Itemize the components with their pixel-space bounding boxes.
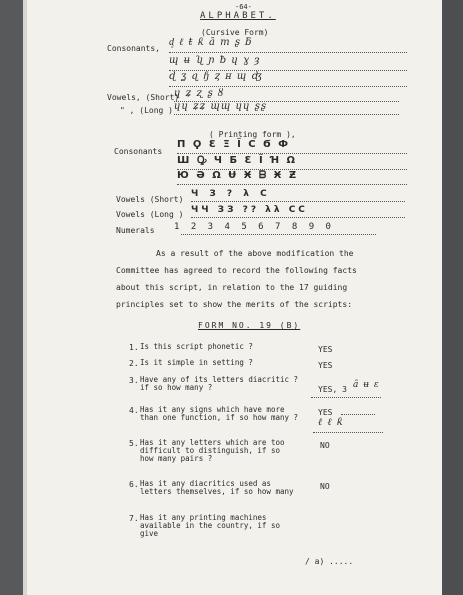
paragraph-line-1: As a result of the above modification the <box>156 249 354 258</box>
question-6-text: Has it any diacritics used as letters themselves, if so how many <box>140 479 294 496</box>
cursive-caption: (Cursive Form) <box>201 28 269 37</box>
question-3-answer-dots <box>311 397 381 398</box>
cursive-vowels-long: ɥɥ ʑʑ ɰɰ ɥɥ ʂʂ <box>174 101 267 112</box>
printing-vowels-long-dots <box>191 217 405 218</box>
question-1-answer: YES <box>318 345 333 354</box>
printing-vowels-long: ЧЧ ЗЗ ?? λλ СС <box>191 205 308 215</box>
question-6-answer: NO <box>320 482 330 491</box>
question-5-number: 5. <box>129 439 139 448</box>
printing-vowels-long-label: Vowels (Long ) <box>116 210 184 219</box>
question-4-text: Has it any signs which have more than one function, if so how many ? <box>140 405 299 422</box>
numerals-label: Numerals <box>116 226 155 235</box>
document-page <box>23 0 442 595</box>
numerals: 1 2 3 4 5 6 7 8 9 0 <box>174 222 334 232</box>
cursive-vowels-long-dots <box>174 114 399 115</box>
question-6-number: 6. <box>129 480 139 489</box>
paragraph-line-2: Committee has agreed to record the following facts <box>116 266 357 275</box>
question-4-letters-dots <box>313 432 383 433</box>
question-5-answer: NO <box>320 441 330 450</box>
question-1-number: 1. <box>129 343 139 352</box>
question-3-text: Have any of its letters diacritic ? if so how many ? <box>140 375 299 392</box>
cursive-consonants-label: Consonants, <box>107 44 160 53</box>
question-4-answer-letters: ℓ ℓ ƙ <box>318 417 344 428</box>
printing-row-3: Ю Ә Ω Ʉ Ӿ ᗷ Ӿ Ƶ <box>177 170 299 181</box>
cursive-row-3-dots <box>169 86 407 87</box>
question-4-answer-dots <box>341 414 375 415</box>
question-7-text: Has it any printing machines available in the country, if so give <box>140 513 280 538</box>
printing-row-1-dots <box>177 153 407 154</box>
page-number: -64- <box>235 3 252 11</box>
cursive-vowels-long-label: " , (Long ) <box>120 106 173 115</box>
cursive-row-1-dots <box>169 52 407 53</box>
question-4-answer: YES <box>318 408 333 417</box>
printing-consonants-label: Consonants <box>114 147 163 156</box>
question-3-number: 3. <box>129 376 139 385</box>
question-5-text: Has it any letters which are too difficult to distinguish, if so how many pairs ? <box>140 438 285 463</box>
paragraph-line-4: principles set to show the merits of the scripts: <box>116 300 353 309</box>
question-3-answer: YES, 3 <box>318 385 347 394</box>
printing-vowels-short: Ч З ? λ С <box>191 189 271 199</box>
viewer-shadow <box>442 0 463 595</box>
numerals-dots <box>181 234 376 235</box>
question-4-number: 4. <box>129 406 139 415</box>
form-title: FORM NO. 19 (B) <box>198 321 301 330</box>
printing-row-2: Ш Ꝙ Ɥ Ƃ Ԑ Ϊ Ɦ Ω <box>177 155 298 166</box>
page-footer: / a) ..... <box>305 557 354 566</box>
printing-vowels-short-label: Vowels (Short) <box>116 195 184 204</box>
question-2-text: Is it simple in setting ? <box>140 358 253 367</box>
printing-vowels-short-dots <box>191 201 405 202</box>
cursive-row-1: ᶁ ℓ ŧ ƙ ȃ m ʂ ƃ <box>169 37 253 48</box>
question-1-text: Is this script phonetic ? <box>140 342 253 351</box>
paragraph-line-3: about this script, in relation to the 17 guiding <box>116 283 348 292</box>
cursive-vowels-short: ɥ ʑ ʐ ʂ ȣ <box>174 88 225 99</box>
question-3-answer-letters: ȃ ʉ ɛ <box>353 380 380 390</box>
question-2-answer: YES <box>318 361 333 370</box>
cursive-row-3: ɖ ʓ ɋ ɧ ȥ ʜ ɰ ʤ <box>169 71 263 82</box>
page-edge <box>23 0 27 595</box>
printing-row-3-dots <box>177 184 407 185</box>
cursive-row-2: ɰ ʉ ʯ ɲ ƀ ɥ ɣ ȝ <box>169 55 261 66</box>
cursive-vowels-short-label: Vowels, (Short) <box>107 93 180 102</box>
printing-row-1: Π Ϙ Ɛ Ξ Ϊ Ϲ Ϭ Ф <box>177 139 291 150</box>
question-2-number: 2. <box>129 359 139 368</box>
question-7-number: 7. <box>129 514 139 523</box>
page-title: ALPHABET. <box>200 11 276 21</box>
printing-caption: ( Printing form ), <box>209 130 296 139</box>
